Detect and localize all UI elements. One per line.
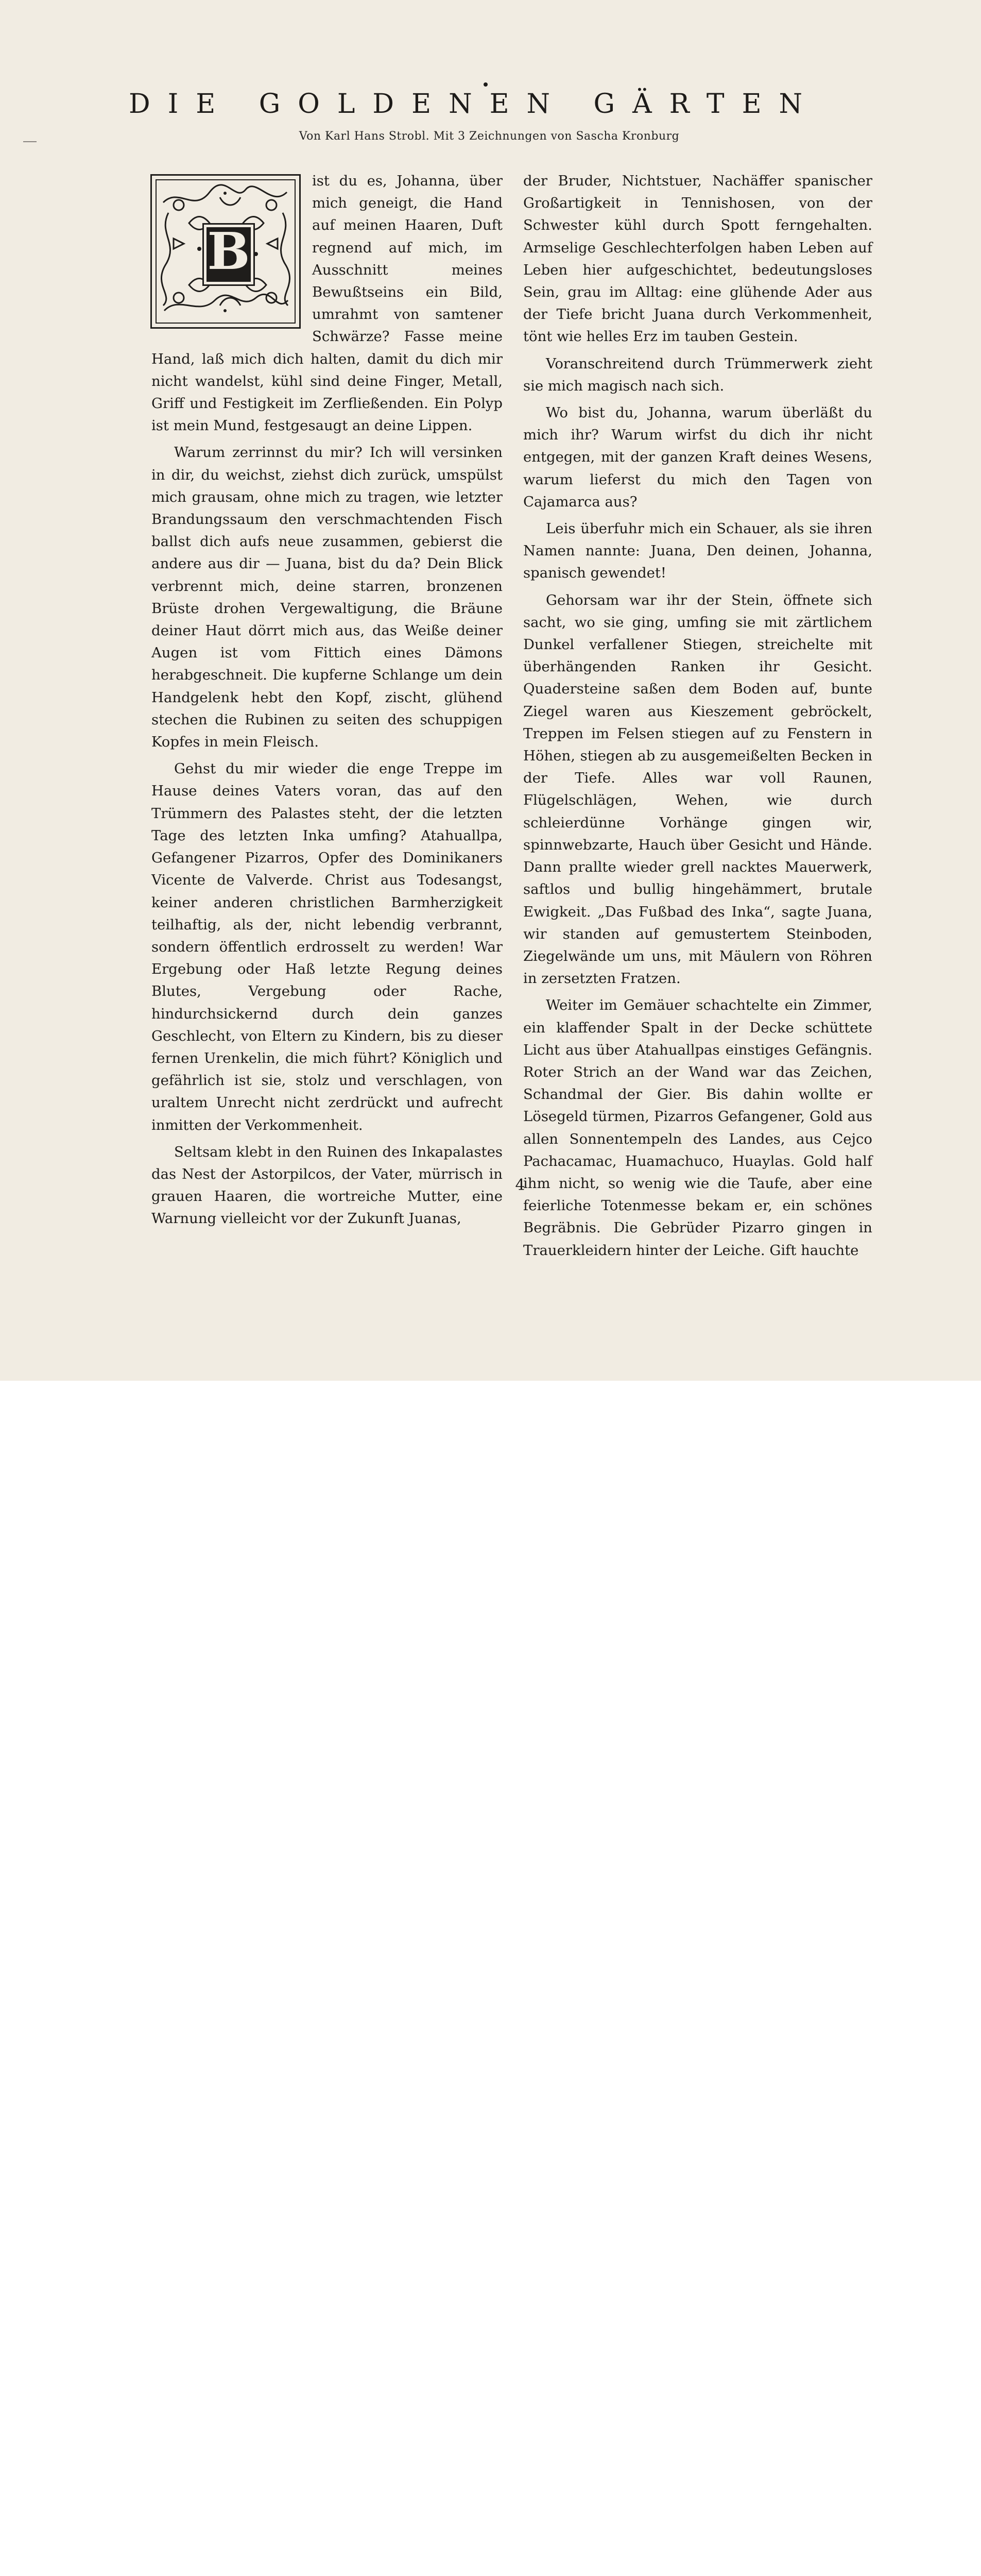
paragraph: Leis überfuhr mich ein Schauer, als sie ihren Namen nannte: Juana, Den deinen, Johanna, spanisch gewendet! bbox=[523, 520, 872, 582]
footer-bar bbox=[0, 1381, 981, 1451]
byline: Von Karl Hans Strobl. Mit 3 Zeichnungen von Sascha Kronburg bbox=[299, 130, 680, 143]
article-title: DIE GOLDENEN GÄRTEN bbox=[129, 89, 820, 120]
text-column-left bbox=[151, 170, 503, 1235]
paragraph: Weiter im Gemäuer schachtelte ein Zimmer, ein klaffender Spalt in der Decke schüttete Licht aus über Atahuallpas einstiges Gefängnis. Roter Strich an der Wand war das Zeichen, Schandmal der Gier. Bis dahin wollte er Lösegeld türmen, Pizarros Gefangener, Gold aus allen Sonnentempeln des Landes, aus Cejco Pachacamac, Huamachuco, Huaylas. Gold half ihm nicht, so wenig wie die Taufe, aber eine feierliche Totenmesse bekam er, ein schönes Begräbnis. Die Gebrüder Pizarro gingen in Trauerkleidern hinter der Leiche. Gift hauchte bbox=[523, 997, 872, 1259]
paragraph: Warum zerrinnst du mir? Ich will versinken in dir, du weichst, ziehst dich zurück, umspülst mich grausam, ohne mich zu tragen, wie letzter Brandungssaum den verschmachtenden Fisch ballst dich aufs neue zusammen, gebierst die andere aus dir — Juana, bist du da? Dein Blick verbrennt mich, deine starren, bronzenen Brüste drohen Vergewaltigung, die Bräune deiner Haut dörrt mich aus, das Weiße deiner Augen ist vom Fittich eines Dämons herabgeschneit. Die kupferne Schlange um dein Handgelenk hebt den Kopf, zischt, glühend stechen die Rubinen zu seiten des schuppigen Kopfes in mein Fleisch. bbox=[151, 444, 503, 751]
paragraph: ist du es, Johanna, über mich geneigt, die Hand auf meinen Haaren, Duft regnend auf mich, im Ausschnitt meines Bewußtseins ein Bild, umrahmt von samtener Schwärze? Fasse meine Hand, laß mich dich halten, damit du dich mir nicht wandelst, kühl sind deine Finger, Metall, Griff und Festigkeit im Zerfließenden. Ein Polyp ist mein Mund, festgesaugt an deine Lippen. bbox=[151, 173, 503, 434]
initial-letter: B bbox=[207, 222, 250, 281]
paragraph: Wo bist du, Johanna, warum überläßt du mich ihr? Warum wirfst du dich ihr nicht entgegen, mit der ganzen Kraft deines Wesens, warum lieferst du mich den Tagen von Cajamarca aus? bbox=[523, 404, 872, 510]
page-number: 4 bbox=[515, 1176, 525, 1194]
paragraph: Seltsam klebt in den Ruinen des Inkapalastes das Nest der Astorpilcos, der Vater, mürrisch in grauen Haaren, die wortreiche Mutter, eine Warnung vielleicht vor der Zukunft Juanas, bbox=[151, 1143, 503, 1227]
title-ornament-dot bbox=[484, 82, 488, 87]
paragraph: der Bruder, Nichtstuer, Nachäffer spanischer Großartigkeit in Tennishosen, von der Schwester kühl durch Spott ferngehalten. Armselige Geschlechterfolgen haben Leben auf Leben hier aufgeschichtet, bedeutungsloses Sein, grau im Alltag: eine glühende Ader aus der Tiefe bricht Juana durch Verkommenheit, tönt wie helles Erz im tauben Gestein. bbox=[523, 173, 872, 345]
paragraph: Gehst du mir wieder die enge Treppe im Hause deines Vaters voran, das auf den Trümmern des Palastes steht, der die letzten Tage des letzten Inka umfing? Atahuallpa, Gefangener Pizarros, Opfer des Dominikaners Vicente de Valverde. Christ aus Todesangst, keiner anderen christlichen Barmherzigkeit teilhaftig, als der, nicht lebendig verbrannt, sondern öffentlich erdrosselt zu werden! War Ergebung oder Haß letzte Regung deines Blutes, Vergebung oder Rache, hindurchsickernd durch dein ganzes Geschlecht, von Eltern zu Kindern, bis zu dieser fernen Urenkelin, die mich führt? Königlich und gefährlich ist sie, stolz und verschlagen, von uraltem Unrecht nicht zerdrückt und aufrecht inmitten der Verkommenheit. bbox=[151, 760, 503, 1133]
paragraph: Voranschreitend durch Trümmerwerk zieht sie mich magisch nach sich. bbox=[523, 355, 872, 394]
decorated-initial bbox=[150, 174, 301, 329]
text-column-right bbox=[523, 170, 872, 1266]
paragraph: Gehorsam war ihr der Stein, öffnete sich sacht, wo sie ging, umfing sie mit zärtlichem Dunkel verfallener Stiegen, streichelte mit überhängenden Ranken ihr Gesicht. Quadersteine saßen dem Boden auf, bunte Ziegel waren aus Kieszement gebröckelt, Treppen im Felsen stiegen auf zu Fenstern in Höhen, stiegen ab zu ausgemeißelten Becken in der Tiefe. Alles war voll Raunen, Flügelschlägen, Wehen, wie durch schleierdünne Vorhänge gingen wir, spinnwebzarte, Hauch über Gesicht und Hände. Dann prallte wieder grell nacktes Mauerwerk, saftlos und bullig hingehämmert, brutale Ewigkeit. „Das Fußbad des Inka“, sagte Juana, wir standen auf gemustertem Steinboden, Ziegelwände um uns, mit Mäulern von Röhren in zersetzten Fratzen. bbox=[523, 591, 872, 987]
margin-mark bbox=[23, 141, 37, 142]
